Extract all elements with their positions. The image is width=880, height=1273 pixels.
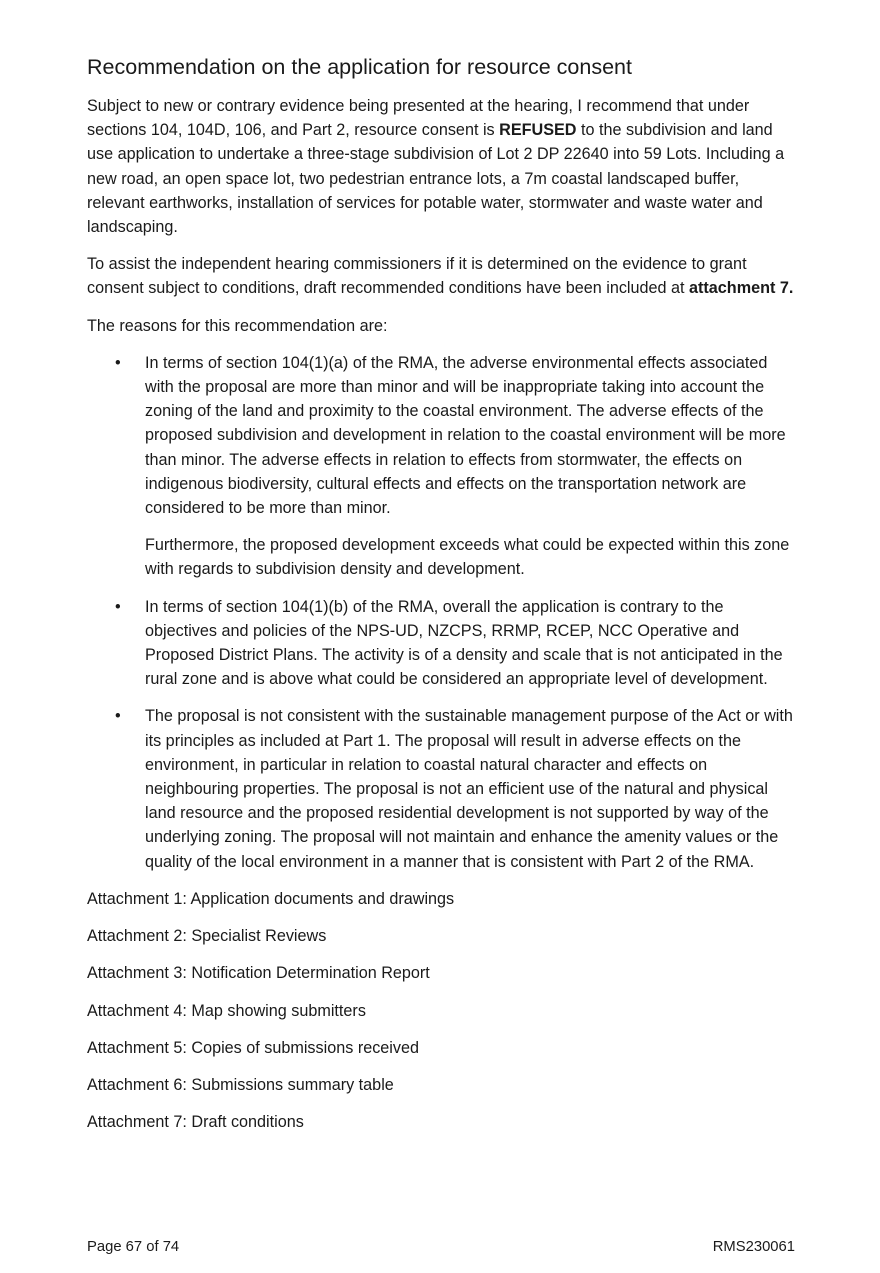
- attachments-list: [87, 887, 799, 1134]
- page-number: Page 67 of 74: [87, 1239, 180, 1255]
- attachment-item: Attachment 3: Notification Determination Report: [87, 964, 430, 983]
- reason-item: [87, 704, 799, 873]
- attachment-item: Attachment 1: Application documents and drawings: [87, 889, 455, 908]
- reason-text: In terms of section 104(1)(b) of the RMA, overall the application is contrary to the objectives and policies of the NPS-UD, NZCPS, RRMP, RCEP, NCC Operative and Proposed District Plans. The activity is of a density and scale that is not anticipated in the rural zone and is above what could be considered an appropriate level of development.: [145, 597, 783, 689]
- reason-text: The proposal is not consistent with the sustainable management purpose of the Act or with its principles as included at Part 1. The proposal will result in adverse effects on the environment, in particular in relation to coastal natural character and effects on neighbouring properties. The proposal is not an efficient use of the natural and physical land resource and the proposed residential development is not supported by way of the underlying zoning. The proposal will not maintain and enhance the amenity values or the quality of the local environment in a manner that is consistent with Part 2 of the RMA.: [145, 707, 793, 871]
- recommendation-text-end: to the subdivision and land use application to undertake a three-stage subdivision of Lot 2 DP 22640 into 59 Lots. Including a new road, an open space lot, two pedestrian entrance lots, a 7m coastal landscaped buffer, relevant earthworks, installation of services for potable water, stormwater and waste water and landscaping.: [87, 121, 785, 237]
- reason-item: [87, 351, 799, 582]
- reason-item: [87, 595, 799, 692]
- attachment-item: Attachment 7: Draft conditions: [87, 1113, 304, 1132]
- reason-text: In terms of section 104(1)(a) of the RMA, the adverse environmental effects associated with the proposal are more than minor and will be inappropriate taking into account the zoning of the land and proximity to the coastal environment. The adverse effects of the proposed subdivision and development in relation to the coastal environment will be more than minor. The adverse effects in relation to effects from stormwater, the effects on indigenous biodiversity, cultural effects and effects on the transportation network are considered to be more than minor.: [145, 353, 786, 518]
- attachment-reference: attachment 7.: [689, 279, 794, 298]
- bullet-icon: •: [115, 353, 121, 372]
- bullet-icon: •: [115, 707, 121, 726]
- reasons-intro: The reasons for this recommendation are:: [87, 316, 388, 335]
- refused-emphasis: REFUSED: [499, 121, 577, 140]
- page-footer: [87, 1237, 795, 1257]
- conditions-paragraph: [87, 252, 799, 300]
- bullet-icon: •: [115, 597, 121, 616]
- attachment-item: Attachment 6: Submissions summary table: [87, 1075, 394, 1094]
- attachment-item: Attachment 2: Specialist Reviews: [87, 927, 327, 946]
- document-reference: RMS230061: [712, 1239, 795, 1255]
- recommendation-paragraph: [87, 94, 799, 239]
- reasons-list: [87, 351, 799, 874]
- recommendation-text-start: Subject to new or contrary evidence being presented at the hearing, I recommend that under sections 104, 104D, 106, and Part 2, resource consent is: [87, 97, 750, 140]
- document-page: [87, 52, 799, 1147]
- attachment-item: Attachment 4: Map showing submitters: [87, 1001, 366, 1020]
- reason-text-continued: Furthermore, the proposed development exceeds what could be expected within this zone with regards to subdivision density and development.: [145, 536, 790, 579]
- section-heading: Recommendation on the application for resource consent: [87, 55, 632, 79]
- attachment-item: Attachment 5: Copies of submissions received: [87, 1038, 420, 1057]
- conditions-text: To assist the independent hearing commissioners if it is determined on the evidence to grant consent subject to conditions, draft recommended conditions have been included at: [87, 255, 747, 298]
